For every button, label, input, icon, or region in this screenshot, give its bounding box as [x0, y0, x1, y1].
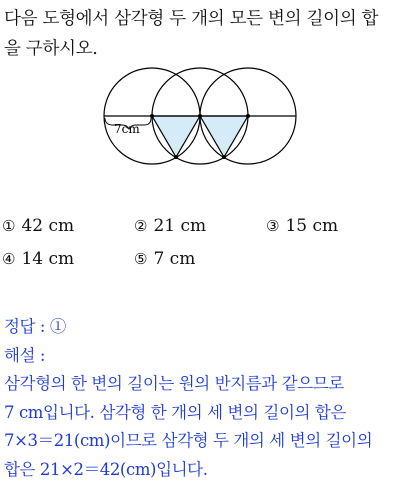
- question-text: [4, 4, 398, 64]
- explanation-line: 합은 21×2＝42(cm)입니다.: [4, 459, 208, 479]
- answer-explanation: [4, 313, 400, 484]
- choice-5[interactable]: ⑤ 7 cm: [134, 249, 196, 269]
- triangle-right: [200, 116, 248, 157]
- choice-1[interactable]: ① 42 cm: [2, 216, 75, 236]
- vertex-dot: [222, 155, 226, 159]
- triangle-left: [152, 116, 200, 157]
- question-line-2: 을 구하시오.: [4, 39, 98, 59]
- vertex-dot: [246, 114, 250, 118]
- explanation-line: 7 cm입니다. 삼각형 한 개의 세 변의 길이의 합은: [4, 402, 346, 422]
- radius-label: 7cm: [114, 122, 140, 136]
- choice-2[interactable]: ② 21 cm: [134, 216, 207, 236]
- vertex-dot: [150, 114, 154, 118]
- circles-figure: [100, 66, 300, 196]
- explanation-label: 해설 :: [4, 345, 46, 365]
- vertex-dot: [198, 114, 202, 118]
- question-line-1: 다음 도형에서 삼각형 두 개의 모든 변의 길이의 합: [4, 9, 379, 29]
- explanation-line: 삼각형의 한 변의 길이는 원의 반지름과 같으므로: [4, 374, 344, 393]
- vertex-dot: [174, 155, 178, 159]
- answer-label: 정답 : ①: [4, 317, 67, 336]
- choice-4[interactable]: ④ 14 cm: [2, 249, 75, 269]
- explanation-line: 7×3＝21(cm)이므로 삼각형 두 개의 세 변의 길이의: [4, 431, 373, 450]
- choice-3[interactable]: ③ 15 cm: [266, 216, 339, 236]
